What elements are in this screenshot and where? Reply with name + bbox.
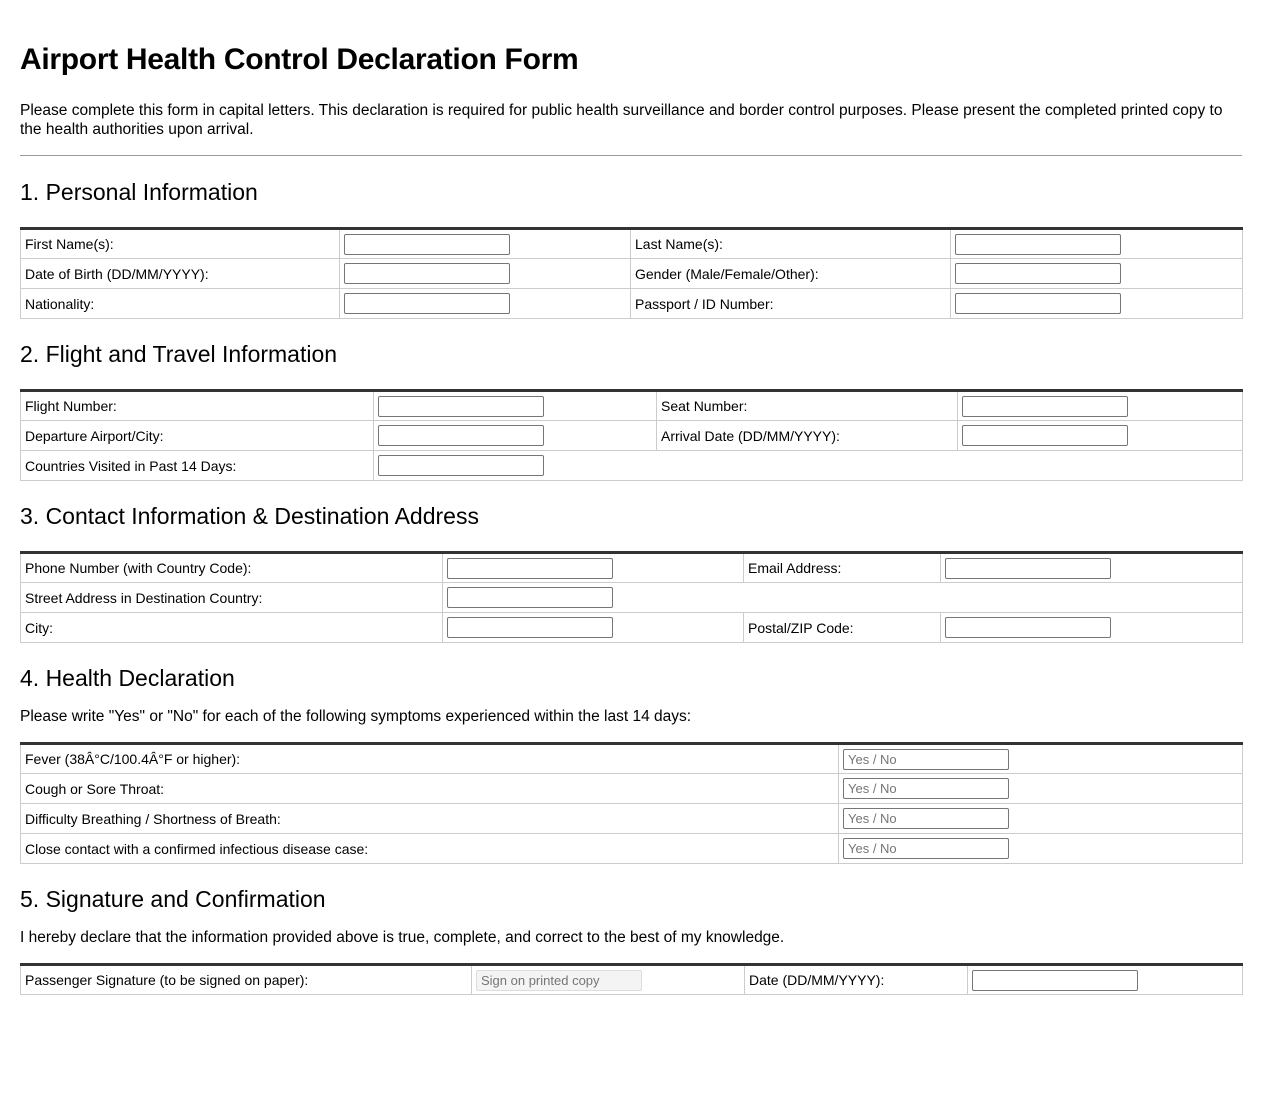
- last-name-input[interactable]: [955, 234, 1121, 255]
- date-input[interactable]: [972, 970, 1138, 991]
- health-instruction: Please write "Yes" or "No" for each of the following symptoms experienced within the last 14 days:: [20, 708, 692, 725]
- nationality-label: Nationality:: [21, 289, 340, 319]
- signature-input: [476, 970, 642, 991]
- city-label: City:: [21, 613, 443, 643]
- postal-label: Postal/ZIP Code:: [744, 613, 941, 643]
- breathing-label: Difficulty Breathing / Shortness of Breath:: [21, 804, 839, 834]
- dob-label: Date of Birth (DD/MM/YYYY):: [21, 259, 340, 289]
- dob-input[interactable]: [344, 263, 510, 284]
- intro-text: Please complete this form in capital letters. This declaration is required for public health surveillance and border control purposes. Please present the completed printed copy to the health authorities upon arrival.: [20, 102, 1223, 138]
- street-label: Street Address in Destination Country:: [21, 583, 443, 613]
- phone-input[interactable]: [447, 558, 613, 579]
- section-1-heading: 1. Personal Information: [20, 179, 258, 205]
- contact-input[interactable]: [843, 838, 1009, 859]
- fever-label: Fever (38Â°C/100.4Â°F or higher):: [21, 744, 839, 774]
- cough-label: Cough or Sore Throat:: [21, 774, 839, 804]
- personal-info-table: [20, 227, 1243, 319]
- health-declaration-table: [20, 742, 1243, 864]
- date-label: Date (DD/MM/YYYY):: [745, 965, 968, 995]
- street-input[interactable]: [447, 587, 613, 608]
- contact-info-table: [20, 551, 1243, 643]
- signature-label: Passenger Signature (to be signed on paper):: [21, 965, 472, 995]
- flight-number-input[interactable]: [378, 396, 544, 417]
- departure-input[interactable]: [378, 425, 544, 446]
- gender-input[interactable]: [955, 263, 1121, 284]
- arrival-date-label: Arrival Date (DD/MM/YYYY):: [657, 421, 958, 451]
- cough-input[interactable]: [843, 778, 1009, 799]
- gender-label: Gender (Male/Female/Other):: [631, 259, 951, 289]
- flight-number-label: Flight Number:: [21, 391, 374, 421]
- seat-number-label: Seat Number:: [657, 391, 958, 421]
- nationality-input[interactable]: [344, 293, 510, 314]
- fever-input[interactable]: [843, 749, 1009, 770]
- section-3-heading: 3. Contact Information & Destination Address: [20, 503, 479, 529]
- breathing-input[interactable]: [843, 808, 1009, 829]
- phone-label: Phone Number (with Country Code):: [21, 553, 443, 583]
- contact-label: Close contact with a confirmed infectious disease case:: [21, 834, 839, 864]
- email-label: Email Address:: [744, 553, 941, 583]
- arrival-date-input[interactable]: [962, 425, 1128, 446]
- passport-label: Passport / ID Number:: [631, 289, 951, 319]
- passport-input[interactable]: [955, 293, 1121, 314]
- flight-info-table: [20, 389, 1243, 481]
- section-4-heading: 4. Health Declaration: [20, 665, 235, 691]
- seat-number-input[interactable]: [962, 396, 1128, 417]
- first-name-input[interactable]: [344, 234, 510, 255]
- signature-table: [20, 963, 1243, 995]
- divider: [20, 155, 1242, 156]
- page-title: Airport Health Control Declaration Form: [20, 43, 579, 76]
- city-input[interactable]: [447, 617, 613, 638]
- countries-visited-label: Countries Visited in Past 14 Days:: [21, 451, 374, 481]
- section-5-heading: 5. Signature and Confirmation: [20, 886, 326, 912]
- postal-input[interactable]: [945, 617, 1111, 638]
- declaration-text: I hereby declare that the information provided above is true, complete, and correct to the best of my knowledge.: [20, 929, 785, 946]
- last-name-label: Last Name(s):: [631, 229, 951, 259]
- first-name-label: First Name(s):: [21, 229, 340, 259]
- departure-label: Departure Airport/City:: [21, 421, 374, 451]
- email-input[interactable]: [945, 558, 1111, 579]
- countries-visited-input[interactable]: [378, 455, 544, 476]
- section-2-heading: 2. Flight and Travel Information: [20, 341, 338, 367]
